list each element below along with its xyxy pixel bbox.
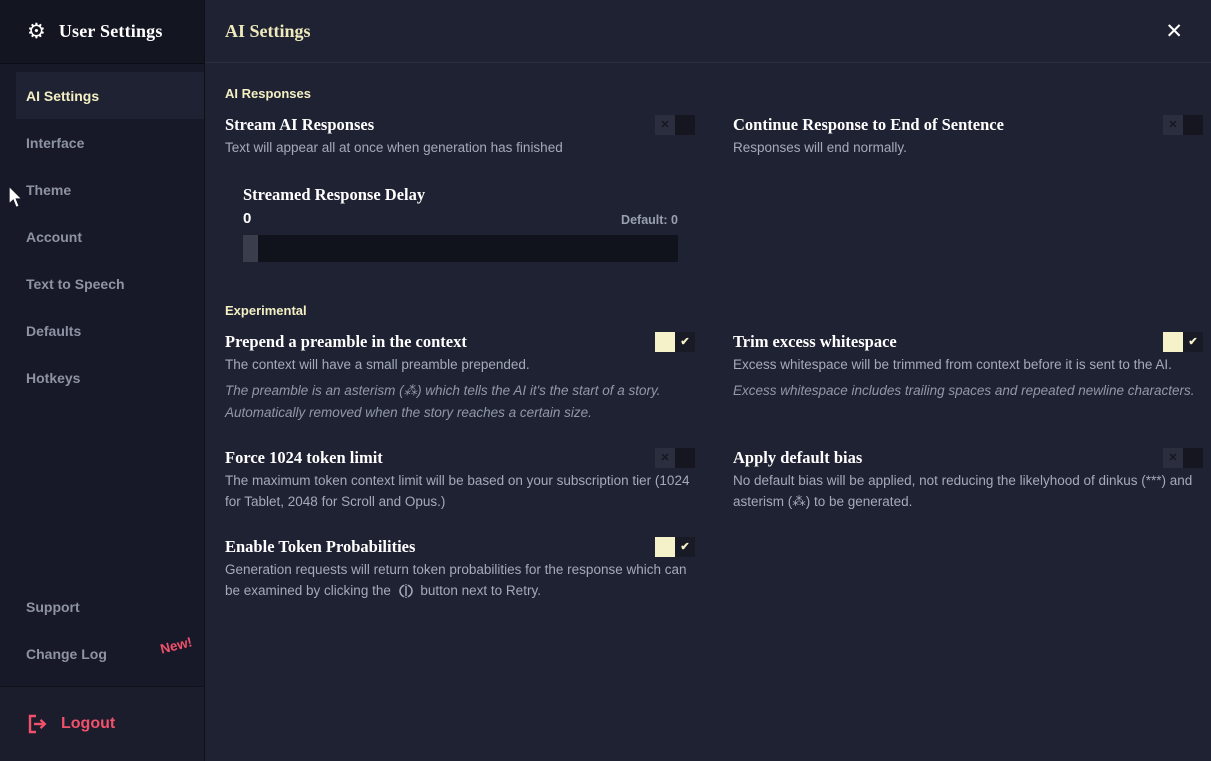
setting-enable-token-probabilities bbox=[225, 536, 695, 601]
token-probabilities-icon bbox=[398, 583, 414, 599]
sidebar-item-text-to-speech[interactable]: Text to Speech bbox=[26, 275, 125, 292]
setting-note: Excess whitespace includes trailing spaces and repeated newline characters. bbox=[733, 383, 1195, 398]
setting-trim-whitespace bbox=[733, 331, 1203, 423]
setting-title: Stream AI Responses bbox=[225, 115, 375, 134]
toggle-prepend-preamble[interactable] bbox=[655, 332, 695, 352]
sidebar-title: User Settings bbox=[58, 21, 163, 41]
close-button[interactable]: ✕ bbox=[1161, 19, 1187, 44]
toggle-continue-response[interactable] bbox=[1163, 115, 1203, 135]
slider-default-label: Default: 0 bbox=[621, 213, 678, 227]
setting-title: Force 1024 token limit bbox=[225, 448, 383, 467]
toggle-knob bbox=[655, 448, 675, 468]
toggle-knob bbox=[1163, 115, 1183, 135]
main-header bbox=[205, 0, 1211, 63]
setting-description: Excess whitespace will be trimmed from context before it is sent to the AI. bbox=[733, 357, 1172, 372]
toggle-knob bbox=[675, 332, 695, 352]
streamed-response-delay-slider[interactable] bbox=[243, 235, 678, 262]
sidebar-item-theme[interactable]: Theme bbox=[26, 181, 72, 198]
setting-description: No default bias will be applied, not reducing the likelyhood of dinkus (***) and asterism (⁂) to be generated. bbox=[733, 473, 1193, 509]
sidebar-footer bbox=[0, 583, 204, 677]
settings-content bbox=[205, 63, 1211, 601]
sidebar-item-support[interactable]: Support bbox=[26, 598, 80, 615]
x-icon: ✕ bbox=[660, 451, 670, 464]
check-icon: ✔ bbox=[1188, 335, 1198, 348]
setting-description: Responses will end normally. bbox=[733, 140, 907, 155]
setting-continue-response bbox=[733, 114, 1203, 282]
toggle-knob bbox=[1183, 332, 1203, 352]
setting-force-token-limit bbox=[225, 447, 695, 512]
toggle-apply-default-bias[interactable] bbox=[1163, 448, 1203, 468]
setting-description: Text will appear all at once when generation has finished bbox=[225, 140, 563, 155]
sidebar-header bbox=[0, 0, 204, 64]
setting-title: Enable Token Probabilities bbox=[225, 537, 416, 556]
setting-title: Continue Response to End of Sentence bbox=[733, 115, 1004, 134]
sidebar-item-change-log[interactable] bbox=[16, 630, 204, 677]
setting-description bbox=[225, 559, 695, 601]
toggle-knob bbox=[675, 537, 695, 557]
streamed-response-delay-block bbox=[243, 184, 678, 262]
setting-apply-default-bias bbox=[733, 447, 1203, 512]
logout-button[interactable] bbox=[0, 686, 204, 761]
change-log-label: Change Log bbox=[26, 645, 107, 662]
new-badge: New! bbox=[158, 634, 194, 657]
setting-title: Trim excess whitespace bbox=[733, 332, 897, 351]
setting-title: Prepend a preamble in the context bbox=[225, 332, 467, 351]
logout-label: Logout bbox=[61, 715, 116, 732]
logout-icon bbox=[26, 713, 48, 735]
setting-description: The context will have a small preamble prepended. bbox=[225, 357, 530, 372]
x-icon: ✕ bbox=[660, 118, 670, 131]
sidebar-item-defaults[interactable]: Defaults bbox=[26, 322, 82, 339]
section-label-ai-responses: AI Responses bbox=[225, 86, 311, 101]
setting-title: Apply default bias bbox=[733, 448, 863, 467]
slider-title: Streamed Response Delay bbox=[243, 185, 426, 204]
description-text-after: button next to Retry. bbox=[420, 583, 541, 598]
toggle-force-token-limit[interactable] bbox=[655, 448, 695, 468]
section-label-experimental: Experimental bbox=[225, 303, 307, 318]
gear-icon: ⚙ bbox=[27, 19, 46, 43]
setting-prepend-preamble bbox=[225, 331, 695, 423]
sidebar bbox=[0, 0, 205, 761]
sidebar-item-account[interactable]: Account bbox=[26, 228, 82, 245]
toggle-trim-whitespace[interactable] bbox=[1163, 332, 1203, 352]
slider-handle[interactable] bbox=[243, 235, 258, 262]
description-text-before: Generation requests will return token probabilities for the response which can be examined by clicking the bbox=[225, 562, 687, 598]
check-icon: ✔ bbox=[680, 540, 690, 553]
sidebar-nav bbox=[0, 64, 204, 401]
setting-description: The maximum token context limit will be based on your subscription tier (1024 for Tablet, 2048 for Scroll and Opus.) bbox=[225, 473, 690, 509]
toggle-knob bbox=[1163, 448, 1183, 468]
setting-note: The preamble is an asterism (⁂) which tells the AI it's the start of a story. Automatically removed when the story reaches a certain size. bbox=[225, 383, 661, 420]
slider-value: 0 bbox=[243, 210, 252, 227]
toggle-stream-ai-responses[interactable] bbox=[655, 115, 695, 135]
toggle-knob bbox=[655, 115, 675, 135]
x-icon: ✕ bbox=[1168, 451, 1178, 464]
toggle-enable-token-probabilities[interactable] bbox=[655, 537, 695, 557]
sidebar-item-ai-settings[interactable]: AI Settings bbox=[16, 72, 204, 119]
sidebar-item-hotkeys[interactable]: Hotkeys bbox=[26, 369, 81, 386]
sidebar-item-interface[interactable]: Interface bbox=[26, 134, 85, 151]
setting-stream-ai-responses bbox=[225, 114, 695, 282]
x-icon: ✕ bbox=[1168, 118, 1178, 131]
page-title: AI Settings bbox=[225, 20, 311, 41]
check-icon: ✔ bbox=[680, 335, 690, 348]
main-panel bbox=[205, 0, 1211, 761]
